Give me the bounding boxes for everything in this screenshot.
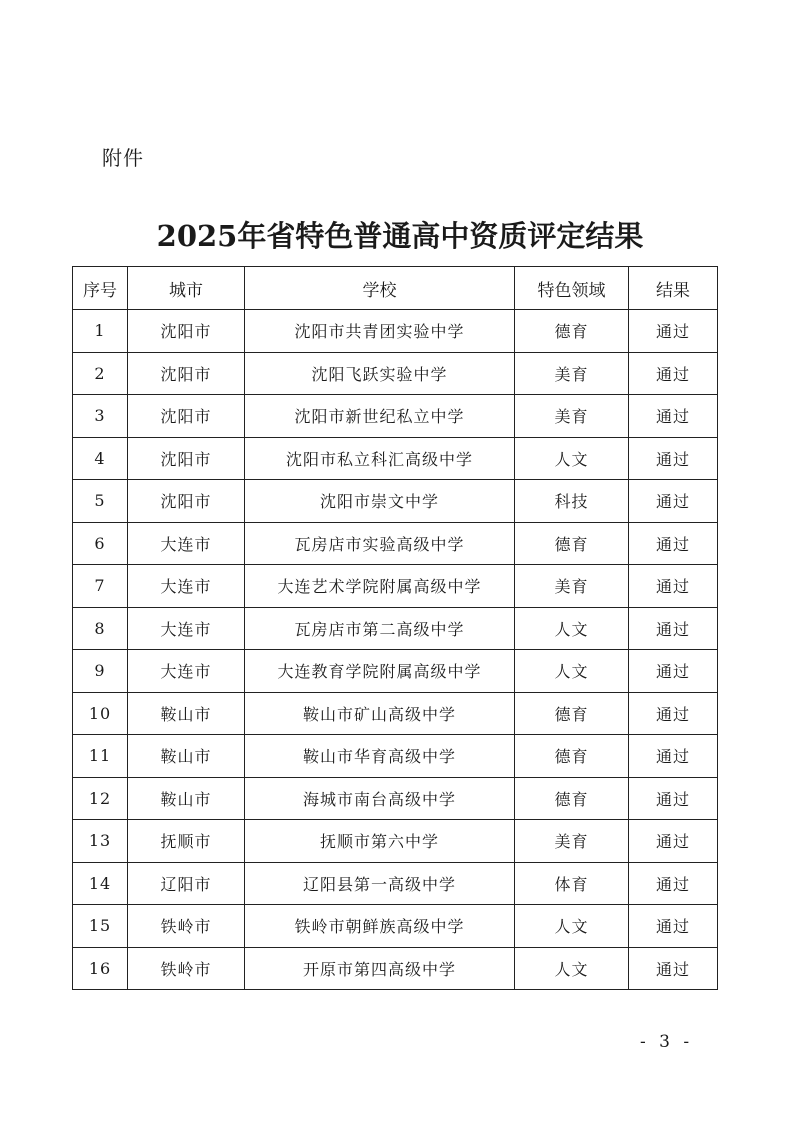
cell-city: 大连市 xyxy=(128,650,245,693)
document-title: 2025年省特色普通高中资质评定结果 xyxy=(156,219,644,253)
header-feature-area: 特色领域 xyxy=(515,267,629,310)
cell-serial-no: 15 xyxy=(73,905,128,948)
cell-city: 大连市 xyxy=(128,607,245,650)
cell-serial-no: 9 xyxy=(73,650,128,693)
cell-serial-no: 11 xyxy=(73,735,128,778)
results-table xyxy=(72,266,718,990)
cell-city: 沈阳市 xyxy=(128,352,245,395)
cell-school: 瓦房店市实验高级中学 xyxy=(245,522,515,565)
cell-feature-area: 美育 xyxy=(515,565,629,608)
cell-school: 大连教育学院附属高级中学 xyxy=(245,650,515,693)
cell-feature-area: 美育 xyxy=(515,395,629,438)
cell-result: 通过 xyxy=(629,905,718,948)
table-row xyxy=(73,352,718,395)
cell-city: 大连市 xyxy=(128,565,245,608)
cell-serial-no: 6 xyxy=(73,522,128,565)
cell-feature-area: 德育 xyxy=(515,777,629,820)
cell-school: 开原市第四高级中学 xyxy=(245,947,515,990)
table-row xyxy=(73,650,718,693)
page-number: - 3 - xyxy=(640,1032,694,1052)
cell-school: 鞍山市矿山高级中学 xyxy=(245,692,515,735)
cell-city: 铁岭市 xyxy=(128,947,245,990)
cell-city: 沈阳市 xyxy=(128,437,245,480)
cell-result: 通过 xyxy=(629,820,718,863)
cell-result: 通过 xyxy=(629,947,718,990)
table-row xyxy=(73,777,718,820)
cell-school: 沈阳市新世纪私立中学 xyxy=(245,395,515,438)
header-result: 结果 xyxy=(629,267,718,310)
cell-serial-no: 3 xyxy=(73,395,128,438)
table-row xyxy=(73,692,718,735)
cell-result: 通过 xyxy=(629,777,718,820)
cell-school: 大连艺术学院附属高级中学 xyxy=(245,565,515,608)
table-row xyxy=(73,607,718,650)
cell-result: 通过 xyxy=(629,735,718,778)
cell-result: 通过 xyxy=(629,522,718,565)
cell-serial-no: 7 xyxy=(73,565,128,608)
attachment-label: 附件 xyxy=(102,146,144,170)
cell-feature-area: 人文 xyxy=(515,650,629,693)
table-row xyxy=(73,522,718,565)
table-row xyxy=(73,480,718,523)
cell-serial-no: 12 xyxy=(73,777,128,820)
cell-serial-no: 4 xyxy=(73,437,128,480)
cell-city: 抚顺市 xyxy=(128,820,245,863)
cell-school: 抚顺市第六中学 xyxy=(245,820,515,863)
cell-city: 铁岭市 xyxy=(128,905,245,948)
cell-feature-area: 人文 xyxy=(515,437,629,480)
cell-result: 通过 xyxy=(629,565,718,608)
cell-result: 通过 xyxy=(629,310,718,353)
cell-feature-area: 德育 xyxy=(515,310,629,353)
cell-school: 沈阳飞跃实验中学 xyxy=(245,352,515,395)
cell-city: 沈阳市 xyxy=(128,395,245,438)
cell-school: 瓦房店市第二高级中学 xyxy=(245,607,515,650)
table-row xyxy=(73,565,718,608)
table-row xyxy=(73,735,718,778)
cell-result: 通过 xyxy=(629,862,718,905)
cell-feature-area: 人文 xyxy=(515,905,629,948)
cell-serial-no: 8 xyxy=(73,607,128,650)
cell-feature-area: 人文 xyxy=(515,947,629,990)
cell-feature-area: 人文 xyxy=(515,607,629,650)
table-row xyxy=(73,310,718,353)
cell-serial-no: 16 xyxy=(73,947,128,990)
cell-serial-no: 13 xyxy=(73,820,128,863)
table-row xyxy=(73,905,718,948)
cell-result: 通过 xyxy=(629,650,718,693)
cell-feature-area: 美育 xyxy=(515,352,629,395)
table-row xyxy=(73,947,718,990)
cell-city: 大连市 xyxy=(128,522,245,565)
cell-city: 沈阳市 xyxy=(128,480,245,523)
cell-result: 通过 xyxy=(629,607,718,650)
cell-feature-area: 美育 xyxy=(515,820,629,863)
cell-serial-no: 5 xyxy=(73,480,128,523)
cell-school: 辽阳县第一高级中学 xyxy=(245,862,515,905)
cell-school: 沈阳市共青团实验中学 xyxy=(245,310,515,353)
table-row xyxy=(73,862,718,905)
cell-result: 通过 xyxy=(629,692,718,735)
cell-feature-area: 德育 xyxy=(515,735,629,778)
cell-feature-area: 德育 xyxy=(515,522,629,565)
cell-result: 通过 xyxy=(629,480,718,523)
header-school: 学校 xyxy=(245,267,515,310)
table-row xyxy=(73,820,718,863)
cell-school: 沈阳市私立科汇高级中学 xyxy=(245,437,515,480)
cell-feature-area: 体育 xyxy=(515,862,629,905)
cell-serial-no: 2 xyxy=(73,352,128,395)
cell-serial-no: 1 xyxy=(73,310,128,353)
cell-result: 通过 xyxy=(629,352,718,395)
cell-city: 辽阳市 xyxy=(128,862,245,905)
cell-city: 鞍山市 xyxy=(128,735,245,778)
cell-school: 沈阳市崇文中学 xyxy=(245,480,515,523)
header-serial-no: 序号 xyxy=(73,267,128,310)
cell-school: 鞍山市华育高级中学 xyxy=(245,735,515,778)
header-city: 城市 xyxy=(128,267,245,310)
cell-city: 沈阳市 xyxy=(128,310,245,353)
cell-serial-no: 10 xyxy=(73,692,128,735)
table-body xyxy=(73,310,718,990)
cell-feature-area: 德育 xyxy=(515,692,629,735)
table-row xyxy=(73,437,718,480)
cell-serial-no: 14 xyxy=(73,862,128,905)
cell-result: 通过 xyxy=(629,395,718,438)
cell-feature-area: 科技 xyxy=(515,480,629,523)
cell-city: 鞍山市 xyxy=(128,692,245,735)
cell-school: 铁岭市朝鲜族高级中学 xyxy=(245,905,515,948)
cell-city: 鞍山市 xyxy=(128,777,245,820)
cell-school: 海城市南台高级中学 xyxy=(245,777,515,820)
cell-result: 通过 xyxy=(629,437,718,480)
table-header-row xyxy=(73,267,718,310)
table-row xyxy=(73,395,718,438)
